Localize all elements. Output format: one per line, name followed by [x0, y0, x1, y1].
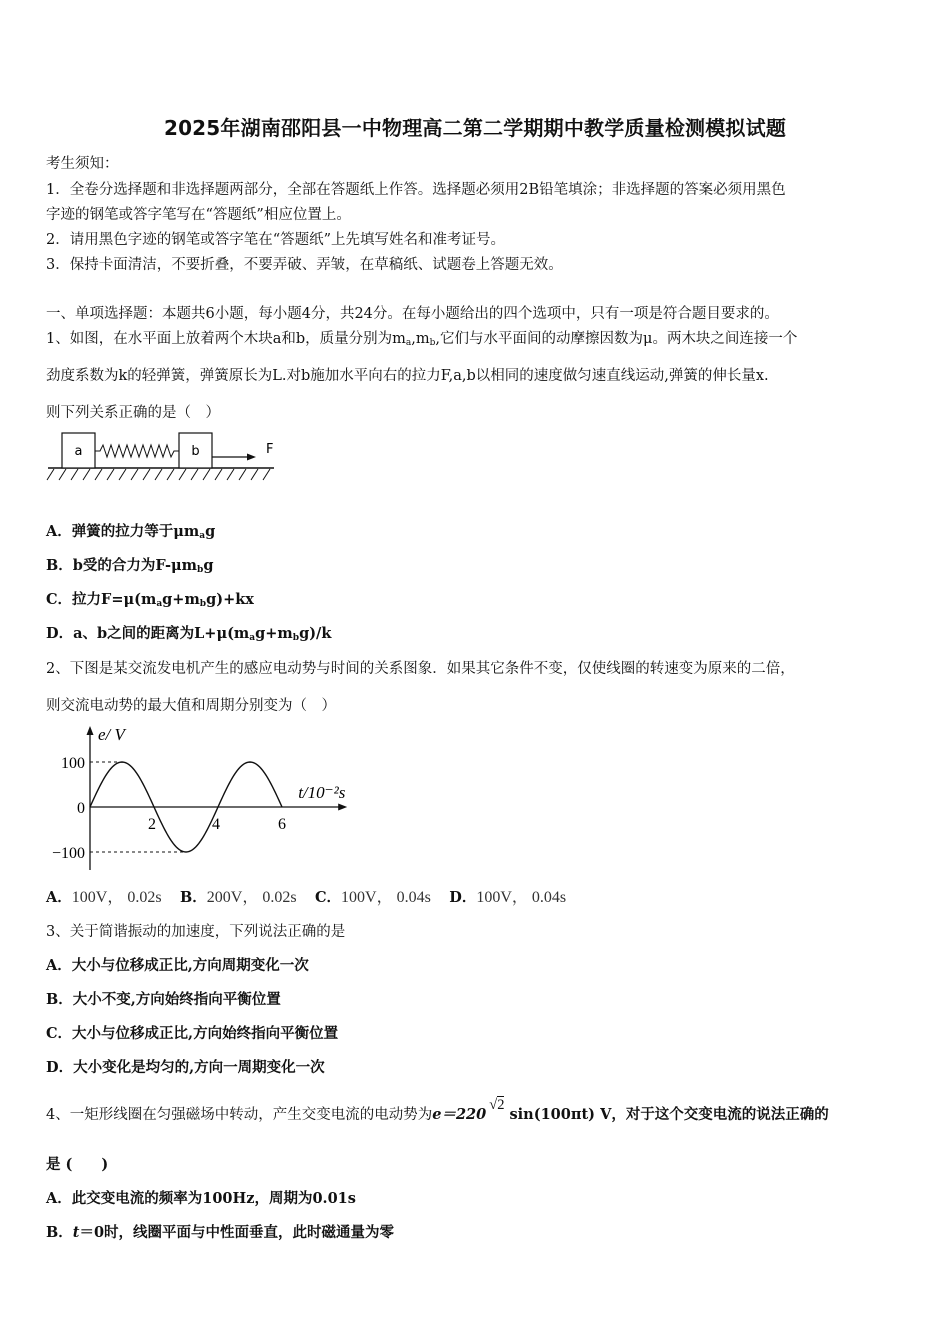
q3-option-d: D．大小变化是均匀的,方向一周期变化一次	[46, 1059, 325, 1076]
q1-stem-line1: 1、如图，在水平面上放着两个木块a和b，质量分别为$m_a,m_b$,它们与水平面间的动摩擦因数为μ。两木块之间连接一个	[46, 331, 798, 348]
notice-item: 3．保持卡面清洁，不要折叠，不要弄破、弄皱，在草稿纸、试题卷上答题无效。	[46, 257, 563, 273]
q4-option-a: A．此交变电流的频率为100Hz，周期为0.01s	[46, 1190, 356, 1207]
x-axis-arrow	[338, 804, 347, 811]
force-label: F	[266, 442, 274, 457]
notice-item: 1．全卷分选择题和非选择题两部分，全部在答题纸上作答。选择题必须用2B铅笔填涂；非选择题的答案必须用黑色	[46, 182, 786, 198]
q1-option-c: C．拉力$F=\mu(m_ag+m_bg)+kx$	[46, 591, 254, 609]
block-a-label: a	[74, 444, 83, 459]
q2-options	[46, 884, 566, 907]
emf-chart	[40, 720, 360, 875]
q2-stem-line1: 2、下图是某交流发电机产生的感应电动势与时间的关系图象．如果其它条件不变，仅使线圈的转速变为原来的二倍，	[46, 661, 795, 677]
q2-option-c: C．100V， 0.04s	[315, 889, 431, 906]
x-tick-label: 6	[278, 816, 286, 833]
section-heading: 一、单项选择题：本题共6小题，每小题4分，共24分。在每小题给出的四个选项中，只有一项是符合题目要求的。	[46, 306, 779, 322]
y-axis-arrow	[87, 726, 94, 735]
q3-stem: 3、关于简谐振动的加速度，下列说法正确的是	[46, 924, 346, 940]
x-tick-label: 2	[148, 816, 156, 833]
q2-option-b: B．200V， 0.02s	[180, 889, 297, 906]
q2-option-a: A．100V， 0.02s	[46, 889, 162, 906]
notice-heading: 考生须知：	[46, 156, 119, 172]
y-tick-label: 0	[77, 800, 85, 817]
page-title: 2025年湖南邵阳县一中物理高二第二学期期中教学质量检测模拟试题	[163, 116, 787, 140]
q1-option-d: D．a、b之间的距离为$L+\mu(m_ag+m_bg)/k$	[46, 625, 332, 643]
x-tick-label: 4	[212, 816, 220, 833]
q2-option-d: D．100V， 0.04s	[449, 889, 567, 906]
q2-stem-line2: 则交流电动势的最大值和周期分别变为（ ）	[46, 698, 336, 714]
q3-option-c: C．大小与位移成正比,方向始终指向平衡位置	[46, 1025, 339, 1042]
y-tick-label: −100	[51, 845, 85, 862]
notice-item: 2．请用黑色字迹的钢笔或答字笔在“答题纸”上先填写姓名和准考证号。	[46, 232, 506, 248]
notice-item: 字迹的钢笔或答字笔写在“答题纸”相应位置上。	[46, 207, 351, 223]
spring	[95, 445, 179, 457]
y-tick-label: 100	[61, 755, 85, 772]
block-b-label: b	[191, 444, 200, 459]
q4-stem-line2: 是 ( )	[46, 1156, 109, 1173]
y-axis-label: e/ V	[98, 725, 125, 744]
q1-option-b: B．b受的合力为$F-\mu m_bg$	[46, 557, 214, 575]
q3-option-b: B．大小不变,方向始终指向平衡位置	[46, 991, 281, 1008]
q1-option-a: A．弹簧的拉力等于$\mu m_ag$	[46, 523, 216, 541]
force-arrow-head	[247, 454, 256, 461]
q4-option-b: B．t＝0时，线圈平面与中性面垂直，此时磁通量为零	[46, 1224, 395, 1241]
q1-stem-line3: 则下列关系正确的是（ ）	[46, 405, 220, 421]
q1-stem-line2: 劲度系数为k的轻弹簧，弹簧原长为L.对b施加水平向右的拉力F,a,b以相同的速度做匀速直线运动,弹簧的伸长量x.	[46, 368, 769, 384]
q4-stem-line1: 4、一矩形线圈在匀强磁场中转动，产生交变电流的电动势为e＝220√2 sin(100πt) V，对于这个交变电流的说法正确的	[46, 1097, 829, 1123]
x-axis-label: t/10⁻²s	[298, 783, 346, 802]
q1-spring-figure	[44, 428, 284, 486]
q3-option-a: A．大小与位移成正比,方向周期变化一次	[46, 957, 309, 974]
